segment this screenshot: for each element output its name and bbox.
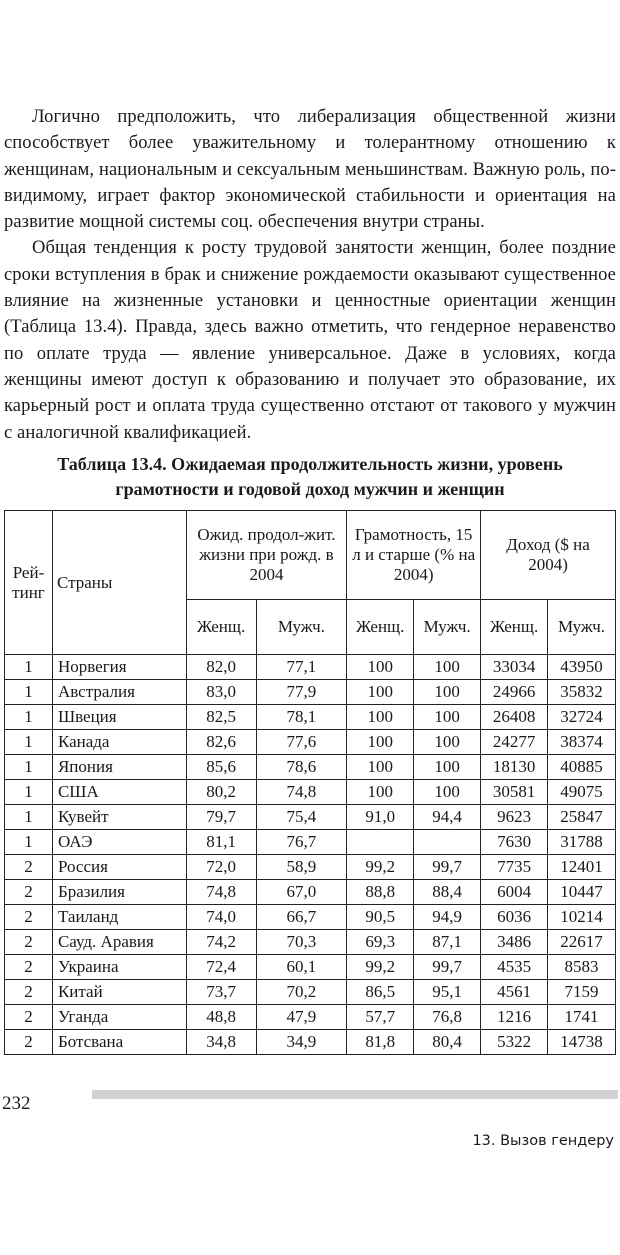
footer-rule bbox=[92, 1090, 618, 1099]
cell-income-female: 4561 bbox=[481, 980, 548, 1005]
cell-literacy-female: 100 bbox=[347, 730, 414, 755]
cell-literacy-female: 100 bbox=[347, 755, 414, 780]
cell-life-female: 34,8 bbox=[186, 1030, 256, 1055]
cell-life-male: 70,2 bbox=[256, 980, 347, 1005]
cell-literacy-male: 100 bbox=[414, 705, 481, 730]
cell-life-female: 82,6 bbox=[186, 730, 256, 755]
cell-life-male: 74,8 bbox=[256, 780, 347, 805]
cell-income-male: 43950 bbox=[548, 655, 616, 680]
cell-country: Япония bbox=[52, 755, 186, 780]
cell-life-female: 72,4 bbox=[186, 955, 256, 980]
cell-income-female: 5322 bbox=[481, 1030, 548, 1055]
table-row bbox=[5, 730, 616, 755]
cell-literacy-female: 90,5 bbox=[347, 905, 414, 930]
table-row bbox=[5, 755, 616, 780]
header-literacy: Грамотность, 15 л и старше (% на 2004) bbox=[347, 511, 481, 600]
cell-literacy-female: 69,3 bbox=[347, 930, 414, 955]
cell-life-female: 82,5 bbox=[186, 705, 256, 730]
cell-income-female: 4535 bbox=[481, 955, 548, 980]
cell-literacy-male: 100 bbox=[414, 755, 481, 780]
page-number: 232 bbox=[2, 1093, 31, 1114]
paragraph-2: Общая тенденция к росту трудовой занятости женщин, более поздние сроки вступления в брак и снижение рождаемости оказывают существенное влияние на жизненные установки и ценностные ориентации женщин (Таблица 13.4). Правда, здесь важно отметить, что гендерное неравенство по оплате труда — явление универсальное. Даже в условиях, когда женщины имеют доступ к образованию и получает это образование, их карьерный рост и оплата труда существенно отстают от такового у мужчин с аналогичной квалификацией. bbox=[4, 238, 616, 443]
cell-literacy-male: 94,4 bbox=[414, 805, 481, 830]
cell-literacy-female: 91,0 bbox=[347, 805, 414, 830]
table-row bbox=[5, 955, 616, 980]
cell-rank: 2 bbox=[5, 880, 53, 905]
cell-country: США bbox=[52, 780, 186, 805]
cell-rank: 2 bbox=[5, 905, 53, 930]
cell-life-male: 66,7 bbox=[256, 905, 347, 930]
cell-life-female: 79,7 bbox=[186, 805, 256, 830]
paragraph-1: Логично предположить, что либерализация общественной жизни способствует более уважительному и толерантному отношению к женщинам, национальным и сексуальным меньшинствам. Важную роль, по-видимому, играет фактор экономической стабильности и ориентация на развитие мощной системы соц. обеспечения внутри страны. bbox=[4, 107, 616, 233]
cell-life-female: 73,7 bbox=[186, 980, 256, 1005]
cell-literacy-male: 99,7 bbox=[414, 855, 481, 880]
cell-life-male: 60,1 bbox=[256, 955, 347, 980]
table-row bbox=[5, 780, 616, 805]
cell-literacy-female: 99,2 bbox=[347, 855, 414, 880]
cell-life-male: 34,9 bbox=[256, 1030, 347, 1055]
table-row bbox=[5, 855, 616, 880]
cell-life-male: 77,1 bbox=[256, 655, 347, 680]
cell-life-female: 80,2 bbox=[186, 780, 256, 805]
table-caption bbox=[0, 452, 620, 502]
table-row bbox=[5, 655, 616, 680]
cell-life-male: 70,3 bbox=[256, 930, 347, 955]
table-header-row bbox=[5, 511, 616, 600]
cell-literacy-female: 86,5 bbox=[347, 980, 414, 1005]
cell-rank: 1 bbox=[5, 730, 53, 755]
cell-rank: 2 bbox=[5, 1030, 53, 1055]
cell-income-female: 30581 bbox=[481, 780, 548, 805]
header-life-expectancy: Ожид. продол-жит. жизни при рожд. в 2004 bbox=[186, 511, 347, 600]
cell-life-male: 47,9 bbox=[256, 1005, 347, 1030]
cell-literacy-female: 100 bbox=[347, 705, 414, 730]
cell-life-female: 74,8 bbox=[186, 880, 256, 905]
header-income: Доход ($ на 2004) bbox=[481, 511, 616, 600]
cell-rank: 2 bbox=[5, 980, 53, 1005]
cell-life-male: 75,4 bbox=[256, 805, 347, 830]
table-body bbox=[5, 655, 616, 1055]
cell-literacy-male: 100 bbox=[414, 680, 481, 705]
cell-life-male: 78,6 bbox=[256, 755, 347, 780]
cell-literacy-male: 80,4 bbox=[414, 1030, 481, 1055]
table-row bbox=[5, 1005, 616, 1030]
cell-income-male: 10447 bbox=[548, 880, 616, 905]
cell-literacy-female: 100 bbox=[347, 655, 414, 680]
cell-life-female: 74,0 bbox=[186, 905, 256, 930]
cell-income-female: 33034 bbox=[481, 655, 548, 680]
subheader-cell: Мужч. bbox=[256, 600, 347, 655]
table-caption-line-1: Таблица 13.4. Ожидаемая продолжительность жизни, уровень bbox=[57, 454, 563, 474]
header-rank: Рей-тинг bbox=[5, 511, 53, 655]
cell-income-male: 32724 bbox=[548, 705, 616, 730]
table-row bbox=[5, 880, 616, 905]
subheader-cell: Мужч. bbox=[548, 600, 616, 655]
cell-literacy-female: 100 bbox=[347, 680, 414, 705]
subheader-cell: Мужч. bbox=[414, 600, 481, 655]
cell-life-male: 77,6 bbox=[256, 730, 347, 755]
cell-literacy-male: 100 bbox=[414, 780, 481, 805]
cell-life-female: 81,1 bbox=[186, 830, 256, 855]
table-caption-line-2: грамотности и годовой доход мужчин и женщин bbox=[115, 479, 505, 499]
cell-life-male: 76,7 bbox=[256, 830, 347, 855]
cell-income-female: 24966 bbox=[481, 680, 548, 705]
cell-rank: 2 bbox=[5, 955, 53, 980]
cell-rank: 1 bbox=[5, 680, 53, 705]
cell-income-female: 24277 bbox=[481, 730, 548, 755]
cell-life-female: 48,8 bbox=[186, 1005, 256, 1030]
cell-literacy-male: 95,1 bbox=[414, 980, 481, 1005]
cell-life-male: 78,1 bbox=[256, 705, 347, 730]
cell-country: Уганда bbox=[52, 1005, 186, 1030]
cell-rank: 2 bbox=[5, 1005, 53, 1030]
cell-income-male: 31788 bbox=[548, 830, 616, 855]
table-row bbox=[5, 830, 616, 855]
cell-literacy-female: 81,8 bbox=[347, 1030, 414, 1055]
cell-life-male: 58,9 bbox=[256, 855, 347, 880]
cell-income-male: 8583 bbox=[548, 955, 616, 980]
cell-country: Сауд. Аравия bbox=[52, 930, 186, 955]
cell-rank: 1 bbox=[5, 705, 53, 730]
subheader-cell: Женщ. bbox=[186, 600, 256, 655]
cell-life-male: 77,9 bbox=[256, 680, 347, 705]
cell-literacy-male: 76,8 bbox=[414, 1005, 481, 1030]
cell-literacy-male bbox=[414, 830, 481, 855]
cell-income-male: 22617 bbox=[548, 930, 616, 955]
cell-rank: 1 bbox=[5, 755, 53, 780]
cell-rank: 2 bbox=[5, 855, 53, 880]
cell-literacy-male: 100 bbox=[414, 730, 481, 755]
cell-income-female: 18130 bbox=[481, 755, 548, 780]
cell-literacy-female: 99,2 bbox=[347, 955, 414, 980]
cell-rank: 1 bbox=[5, 830, 53, 855]
cell-literacy-male: 100 bbox=[414, 655, 481, 680]
cell-income-female: 6004 bbox=[481, 880, 548, 905]
cell-income-female: 7630 bbox=[481, 830, 548, 855]
cell-life-female: 74,2 bbox=[186, 930, 256, 955]
cell-income-female: 1216 bbox=[481, 1005, 548, 1030]
body-text bbox=[4, 104, 616, 446]
running-footer: 13. Вызов гендеру bbox=[472, 1133, 614, 1149]
cell-income-male: 49075 bbox=[548, 780, 616, 805]
cell-literacy-female: 57,7 bbox=[347, 1005, 414, 1030]
table-row bbox=[5, 930, 616, 955]
cell-income-male: 7159 bbox=[548, 980, 616, 1005]
cell-country: Таиланд bbox=[52, 905, 186, 930]
table-row bbox=[5, 805, 616, 830]
cell-rank: 1 bbox=[5, 780, 53, 805]
cell-literacy-male: 87,1 bbox=[414, 930, 481, 955]
cell-life-female: 72,0 bbox=[186, 855, 256, 880]
cell-income-female: 6036 bbox=[481, 905, 548, 930]
cell-country: ОАЭ bbox=[52, 830, 186, 855]
cell-income-male: 25847 bbox=[548, 805, 616, 830]
cell-literacy-female bbox=[347, 830, 414, 855]
cell-literacy-female: 100 bbox=[347, 780, 414, 805]
data-table bbox=[4, 510, 616, 1055]
cell-income-male: 1741 bbox=[548, 1005, 616, 1030]
cell-income-male: 14738 bbox=[548, 1030, 616, 1055]
table-row bbox=[5, 705, 616, 730]
cell-income-female: 9623 bbox=[481, 805, 548, 830]
cell-rank: 1 bbox=[5, 655, 53, 680]
cell-income-male: 40885 bbox=[548, 755, 616, 780]
cell-life-male: 67,0 bbox=[256, 880, 347, 905]
cell-literacy-male: 88,4 bbox=[414, 880, 481, 905]
cell-income-male: 38374 bbox=[548, 730, 616, 755]
cell-country: Бразилия bbox=[52, 880, 186, 905]
cell-literacy-male: 99,7 bbox=[414, 955, 481, 980]
cell-country: Ботсвана bbox=[52, 1030, 186, 1055]
cell-country: Россия bbox=[52, 855, 186, 880]
cell-life-female: 85,6 bbox=[186, 755, 256, 780]
cell-income-female: 26408 bbox=[481, 705, 548, 730]
cell-rank: 1 bbox=[5, 805, 53, 830]
table-row bbox=[5, 680, 616, 705]
cell-literacy-male: 94,9 bbox=[414, 905, 481, 930]
table-row bbox=[5, 1030, 616, 1055]
cell-country: Швеция bbox=[52, 705, 186, 730]
cell-literacy-female: 88,8 bbox=[347, 880, 414, 905]
cell-country: Китай bbox=[52, 980, 186, 1005]
cell-life-female: 83,0 bbox=[186, 680, 256, 705]
cell-country: Норвегия bbox=[52, 655, 186, 680]
cell-rank: 2 bbox=[5, 930, 53, 955]
cell-income-male: 35832 bbox=[548, 680, 616, 705]
table-row bbox=[5, 980, 616, 1005]
header-country: Страны bbox=[52, 511, 186, 655]
cell-life-female: 82,0 bbox=[186, 655, 256, 680]
cell-income-male: 12401 bbox=[548, 855, 616, 880]
cell-country: Кувейт bbox=[52, 805, 186, 830]
cell-income-male: 10214 bbox=[548, 905, 616, 930]
subheader-cell: Женщ. bbox=[347, 600, 414, 655]
cell-income-female: 3486 bbox=[481, 930, 548, 955]
cell-country: Канада bbox=[52, 730, 186, 755]
cell-country: Австралия bbox=[52, 680, 186, 705]
cell-country: Украина bbox=[52, 955, 186, 980]
table-row bbox=[5, 905, 616, 930]
subheader-cell: Женщ. bbox=[481, 600, 548, 655]
cell-income-female: 7735 bbox=[481, 855, 548, 880]
